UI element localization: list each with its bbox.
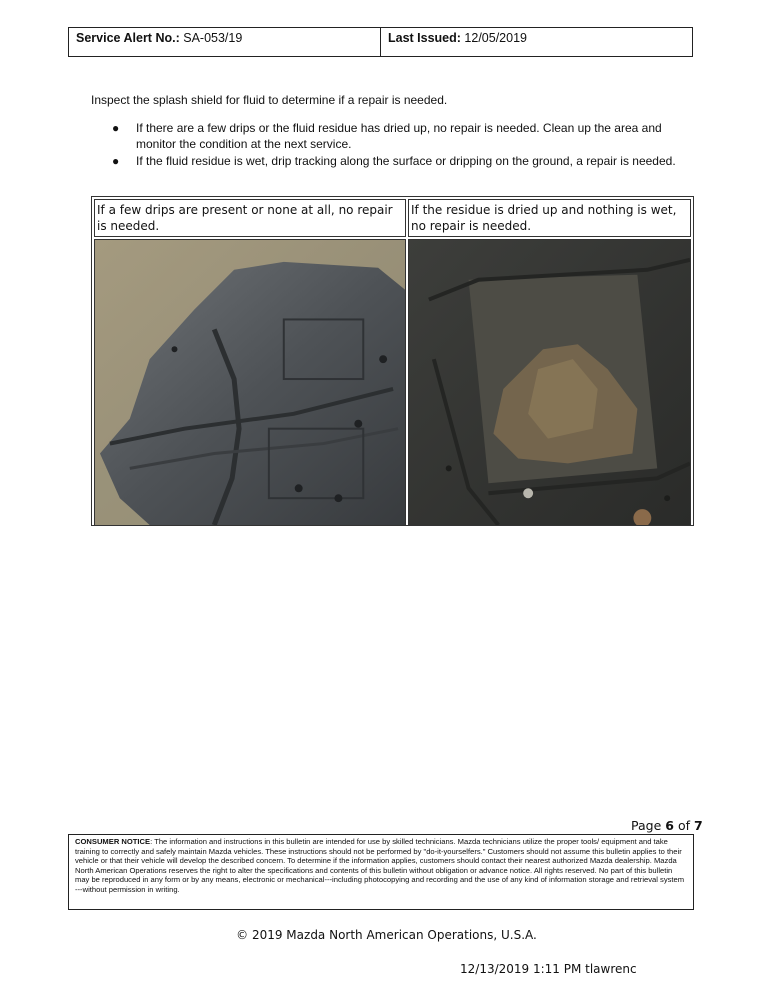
last-issued-cell <box>380 28 692 56</box>
last-issued-label: Last Issued: <box>388 31 461 45</box>
list-item <box>108 121 698 152</box>
consumer-notice-label: CONSUMER NOTICE <box>75 837 151 846</box>
splash-shield-photo-left <box>94 239 406 526</box>
alert-number-label: Service Alert No.: <box>76 31 180 45</box>
copyright-line: © 2019 Mazda North American Operations, U.S.A. <box>236 928 537 942</box>
last-issued-value: 12/05/2019 <box>464 31 527 45</box>
page-label: Page <box>631 818 662 833</box>
bullet-text: If the fluid residue is wet, drip tracking along the surface or dripping on the ground, a repair is needed. <box>136 154 676 168</box>
page-current: 6 <box>665 818 674 833</box>
print-timestamp: 12/13/2019 1:11 PM tlawrenc <box>460 962 637 976</box>
alert-number-value: SA-053/19 <box>183 31 243 45</box>
left-photo-caption: If a few drips are present or none at all, no repair is needed. <box>94 199 406 237</box>
splash-shield-right-image <box>409 240 690 525</box>
alert-number-cell <box>69 28 380 56</box>
consumer-notice <box>68 834 694 910</box>
page-of: of <box>677 818 690 833</box>
service-alert-header <box>68 27 693 57</box>
inspection-bullet-list <box>108 121 698 172</box>
bullet-icon: ● <box>112 154 120 168</box>
page-total: 7 <box>693 818 703 833</box>
consumer-notice-text: : The information and instructions in this bulletin are intended for use by skilled technicians. Mazda technicians utilize the proper tools/ equipment and take training to correctly and safely maintain Mazda vehicles. These instructions should not be performed by "do-it-yourselfers." Customers should not assume this bulletin applies to their vehicle or that their vehicle will develop the described concern. To determine if the information applies, customers should contact their nearest authorized Mazda dealership. Mazda North American Operations reserves the right to alter the specifications and contents of this bulletin without obligation or advance notice. All rights reserved. No part of this bulletin may be reproduced in any form or by any means, electronic or mechanical---including photocopying and recording and the use of any kind of information storage and retrieval system ---without permission in writing. <box>75 837 685 894</box>
splash-shield-left-image <box>95 240 405 525</box>
right-photo-caption: If the residue is dried up and nothing is wet, no repair is needed. <box>408 199 691 237</box>
bullet-text: If there are a few drips or the fluid residue has dried up, no repair is needed. Clean up the area and monitor the condition at the next service. <box>136 121 662 151</box>
list-item <box>108 154 698 170</box>
bullet-icon: ● <box>112 121 120 135</box>
intro-text: Inspect the splash shield for fluid to determine if a repair is needed. <box>91 93 448 107</box>
page-number <box>631 818 703 833</box>
splash-shield-photo-right <box>408 239 691 526</box>
photo-comparison-table <box>91 196 694 526</box>
